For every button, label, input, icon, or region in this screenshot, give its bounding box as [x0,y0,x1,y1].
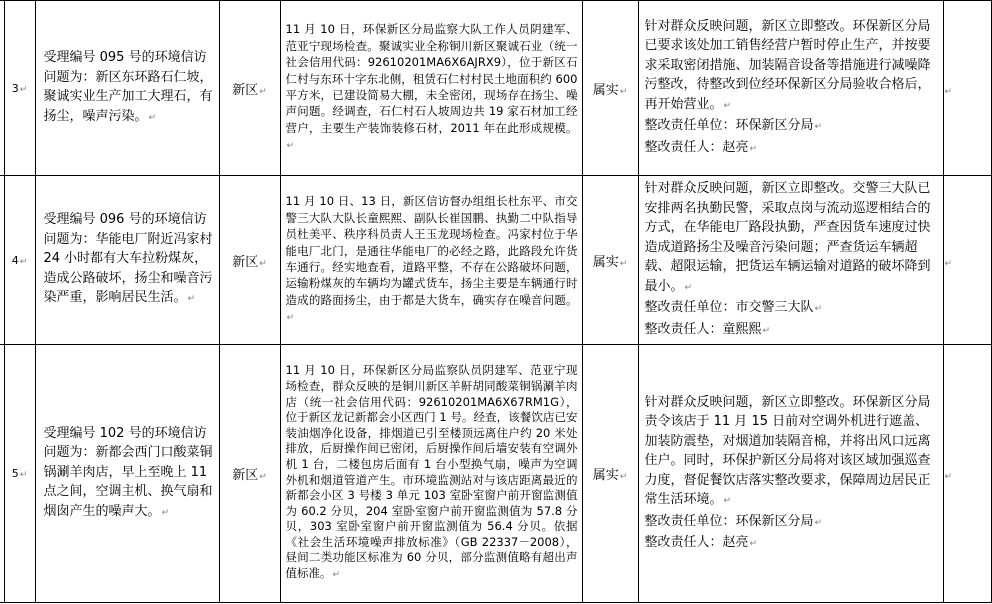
paragraph-mark: ↵ [814,122,823,133]
rectification-text: 针对群众反映问题，新区立即整改。交警三大队已安排两名执勤民警，采取点岗与流动巡逻相结合的方式，在华能电厂路段执勤，严查因货车速度过快造成道路扬尘及噪音污染问题；严查货运车辆超载、超限运输，把货运车辆运输对道路的破坏降到最小。 [644,181,931,294]
paragraph-mark: ↵ [19,84,28,95]
paragraph-mark: ↵ [723,496,732,506]
findings-cell [280,345,582,603]
issue-text: 受理编号 095 号的环境信访问题为：新区东环路石仁坡，聚诚实业生产加工大理石，有扬尘，噪声污染。 [43,50,213,124]
findings-text: 11 月 10 日，环保新区分局监察大队工作人员阴建军、范亚宁现场检查。聚诚实业全称铜川新区聚诚石业（统一社会信用代码：92610201MA6X6AJRX9），位于新区石仁村与东环十字东北侧，租赁石仁村村民土地面积约 600 平方米，已建设简易大棚，未全密闭，现场存在扬尘、噪声问题。经调查，石仁村石人坡周边共 19 家石材加工经营户，主要生产装饰装修石材，2011 年在此形成规模。 [285,22,578,135]
paragraph-mark: ↵ [944,472,953,482]
verdict-text: 属实 [592,468,619,483]
paragraph-mark: ↵ [944,86,953,97]
row-number-cell [4,1,35,176]
district-cell [219,345,280,603]
paragraph-mark: ↵ [814,304,823,314]
paragraph-mark: ↵ [259,86,267,97]
verdict-cell [582,1,638,176]
paragraph-mark: ↵ [19,470,28,480]
issue-text: 受理编号 096 号的环境信访问题为：华能电厂附近冯家村 24 小时都有大车拉粉煤灰，造成公路破坏，扬尘和噪音污染严重，影响居民生活。 [43,212,213,306]
district-text: 新区 [232,468,259,483]
responsible-unit: 整改责任单位：环保新区分局 [644,118,814,134]
district-cell [219,1,280,176]
table-row [0,345,991,603]
paragraph-mark: ↵ [187,294,196,305]
row-tail-cell [943,345,991,603]
row-tail-cell [943,1,991,176]
paragraph-mark: ↵ [286,313,295,324]
verdict-text: 属实 [592,254,619,270]
district-cell [219,176,280,345]
paragraph-mark: ↵ [684,282,693,293]
responsible-unit: 整改责任单位：市交警三大队 [644,300,814,315]
findings-text: 11 月 10 日，环保新区分局监察队员阴建军、范亚宁现场检查，群众反映的是铜川新区羊鼾胡同酸菜铜锅涮羊肉店（统一社会信用代码：92610201MA6X67RM1G），位于新区龙记新都会小区西门 1 号。经查，该餐饮店已安装油烟净化设备，排烟道已引至楼顶远离住户约 20 米处排放，后厨操作间已密闭，后厨操作间后墙安装有空调外机 1 台，二楼包房后面有 1 台小型换气扇，噪声为空调外机和烟道管道产生。市环境监测站对与该店距离最近的新都会小区 3 号楼 3 单元 103 室卧室窗户前开窗监测值为 60.2 分贝，204 室卧室窗户前开窗监测值为 57.8 分贝，303 室卧室窗户前开窗监测值为 56.4 分贝。依据《社会生活环境噪声排放标准》（GB 22337－2008），昼间二类功能区标准为 60 分贝，部分监测值略有超出声值标准。 [285,363,578,581]
responsible-unit: 整改责任单位：环保新区分局 [644,513,814,529]
paragraph-mark: ↵ [332,570,341,581]
verdict-text: 属实 [592,82,619,98]
paragraph-mark: ↵ [762,325,771,336]
rectification-text: 针对群众反映问题，新区立即整改。环保新区分局责令该店于 11 月 15 日前对空调外机进行遮盖、加装防震垫，对烟道加装隔音棉，并将出风口远离住户。同时，环保护新区分局将对该区域加强巡查力度，督促餐饮店落实整改要求，保障周边居民正常生活环境。 [644,394,931,507]
district-text: 新区 [232,82,259,98]
issue-cell [35,1,219,176]
findings-cell [280,176,582,345]
row-number-cell [4,176,35,345]
paragraph-mark: ↵ [749,143,758,154]
paragraph-mark: ↵ [723,100,732,111]
issue-cell [35,345,219,603]
table-row [0,176,991,345]
paragraph-mark: ↵ [286,141,295,152]
row-number: 5 [11,467,19,480]
row-number: 4 [11,253,19,267]
findings-text: 11 月 10 日、13 日，新区信访督办组组长杜东平、市交警三大队大队长童熙熙、副队长崔国鹏、执勤二中队指导员杜美平、秩序科员责人王玉龙现场检查。冯家村位于华能电厂北门，是通往华能电厂的必经之路，此路段允许货车通行。经实地查看，道路平整，不存在公路破坏问题，运输粉煤灰的车辆均为罐式货车，扬尘主要是车辆通行时造成的路面扬尘，由于都是大货车，确实存在噪音问题。 [285,194,578,307]
rectification-text: 针对群众反映问题，新区立即整改。环保新区分局已要求该处加工销售经营户暂时停止生产，并按要求采取密闭措施、加装隔音设备等措施进行减噪降污整改，待整改到位经环保新区分局验收合格后，再开始营业。 [644,18,931,112]
paragraph-mark: ↵ [944,258,953,269]
paragraph-mark: ↵ [161,507,170,518]
paragraph-mark: ↵ [619,86,628,97]
findings-cell [280,1,582,176]
responsible-person: 整改责任人：童熙熙 [644,321,762,337]
row-number: 3 [11,81,19,95]
rectification-cell [638,176,943,345]
row-number-cell [4,345,35,603]
paragraph-mark: ↵ [814,517,823,528]
responsible-person: 整改责任人：赵亮 [644,139,749,155]
district-text: 新区 [232,254,259,270]
verdict-cell [582,176,638,345]
paragraph-mark: ↵ [619,258,628,269]
paragraph-mark: ↵ [259,258,267,269]
rectification-cell [638,1,943,176]
verdict-cell [582,345,638,603]
paragraph-mark: ↵ [259,472,267,482]
paragraph-mark: ↵ [19,256,28,267]
issue-cell [35,176,219,345]
issue-text: 受理编号 102 号的环境信访问题为：新都会西门口酸菜铜锅涮羊肉店，早上至晚上 11 点之间，空调主机、换气扇和烟囱产生的噪声大。 [43,425,213,519]
responsible-person: 整改责任人：赵亮 [644,535,749,550]
paragraph-mark: ↵ [148,112,157,123]
paragraph-mark: ↵ [749,539,758,549]
row-tail-cell [943,176,991,345]
table-row [0,1,991,176]
rectification-cell [638,345,943,603]
paragraph-mark: ↵ [619,472,628,482]
